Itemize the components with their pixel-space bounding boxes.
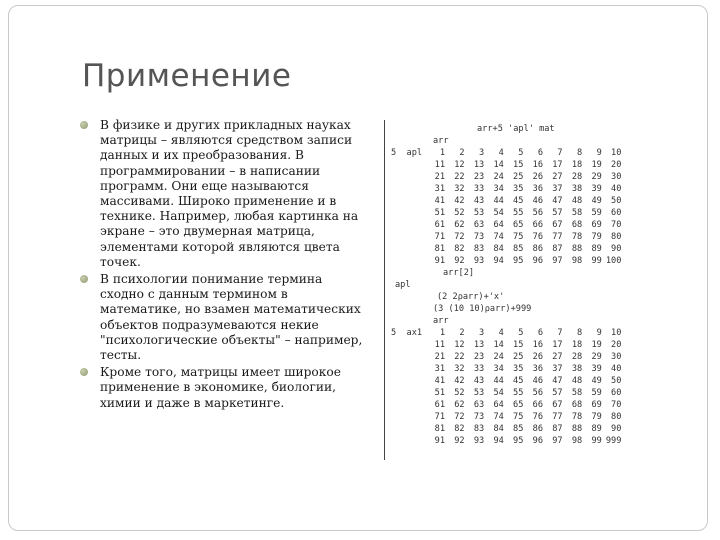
matrix1-cell: 54 (493, 208, 504, 218)
matrix2-cell: 80 (611, 412, 622, 422)
matrix2-cell: 94 (493, 436, 504, 446)
matrix1-cell: 61 (434, 220, 445, 230)
matrix1-cell: 97 (552, 256, 563, 266)
bullet-marker-icon (80, 121, 88, 129)
matrix2-cell: 81 (434, 424, 445, 434)
matrix1-cell: 69 (591, 220, 602, 230)
matrix1-cell: 22 (454, 172, 465, 182)
matrix2-cell: 29 (591, 352, 602, 362)
matrix1-cell: 65 (513, 220, 524, 230)
bullet-item (80, 365, 370, 411)
matrix2-cell: 54 (493, 388, 504, 398)
matrix1-cell: 66 (532, 220, 543, 230)
matrix1-cell: 79 (591, 232, 602, 242)
matrix2-cell: 96 (532, 436, 543, 446)
bullet-item (80, 118, 370, 270)
matrix1-header-cell: 7 (557, 148, 563, 158)
matrix2-header-cell: 4 (498, 328, 504, 338)
matrix2-cell: 84 (493, 424, 504, 434)
matrix2-cell: 46 (532, 376, 543, 386)
matrix1-cell: 32 (454, 184, 465, 194)
console-label: apl (395, 280, 411, 290)
matrix2-cell: 67 (552, 400, 563, 410)
matrix1-cell: 50 (611, 196, 622, 206)
matrix2-cell: 78 (571, 412, 583, 422)
matrix2-cell: 77 (552, 412, 563, 422)
matrix2-cell: 86 (532, 424, 543, 434)
matrix2-cell: 14 (493, 340, 504, 350)
matrix1-cell: 16 (532, 160, 543, 170)
matrix1-cell: 49 (591, 196, 602, 206)
matrix2-cell: 48 (571, 376, 583, 386)
matrix1-header-cell: 10 (611, 148, 622, 158)
matrix2-header-cell: 5 (518, 328, 524, 338)
matrix2-cell: 32 (454, 364, 465, 374)
matrix2-cell: 999 (605, 436, 622, 446)
matrix2-cell: 18 (571, 340, 583, 350)
matrix1-cell: 23 (473, 172, 485, 182)
matrix1-cell: 70 (611, 220, 622, 230)
matrix1-cell: 21 (434, 172, 445, 182)
matrix1-cell: 75 (513, 232, 524, 242)
matrix2-cell: 56 (532, 388, 543, 398)
matrix2-cell: 27 (552, 352, 563, 362)
matrix1-cell: 81 (434, 244, 445, 254)
bullet-item (80, 272, 370, 363)
console-command: (2 2⍴arr)+'x' (437, 292, 505, 302)
matrix1-header-cell: 8 (577, 148, 583, 158)
matrix2-cell: 99 (591, 436, 602, 446)
matrix2-header-cell: 9 (596, 328, 602, 338)
matrix1-cell: 14 (493, 160, 504, 170)
console-command: arr (433, 316, 449, 326)
slide-title: Применение (82, 58, 292, 94)
matrix2-header-cell: 7 (557, 328, 563, 338)
bullet-marker-icon (80, 275, 88, 283)
matrix2-cell: 92 (454, 436, 465, 446)
matrix2-cell: 50 (611, 376, 622, 386)
matrix2-cell: 85 (513, 424, 524, 434)
matrix1-cell: 72 (454, 232, 465, 242)
matrix1-cell: 77 (552, 232, 563, 242)
matrix2-cell: 23 (473, 352, 485, 362)
matrix2-cell: 25 (513, 352, 524, 362)
matrix1-cell: 98 (571, 256, 583, 266)
matrix1-cell: 95 (513, 256, 524, 266)
matrix1-cell: 24 (493, 172, 504, 182)
matrix1-cell: 45 (513, 196, 524, 206)
matrix1-header-cell: 5 (518, 148, 524, 158)
matrix2-cell: 71 (434, 412, 445, 422)
matrix2-cell: 42 (454, 376, 465, 386)
matrix2-cell: 65 (513, 400, 524, 410)
console-label: 5 apl (391, 148, 423, 158)
matrix2-cell: 13 (473, 340, 485, 350)
matrix1-cell: 86 (532, 244, 543, 254)
matrix1-cell: 44 (493, 196, 504, 206)
matrix1-cell: 20 (611, 160, 622, 170)
matrix2-cell: 55 (513, 388, 524, 398)
matrix1-cell: 51 (434, 208, 445, 218)
matrix1-cell: 84 (493, 244, 504, 254)
matrix2-cell: 61 (434, 400, 445, 410)
matrix2-cell: 87 (552, 424, 563, 434)
matrix2-cell: 95 (513, 436, 524, 446)
matrix1-cell: 29 (591, 172, 602, 182)
matrix1-cell: 60 (611, 208, 622, 218)
matrix1-cell: 89 (591, 244, 602, 254)
matrix1-cell: 40 (611, 184, 622, 194)
matrix1-cell: 73 (473, 232, 485, 242)
matrix2-cell: 97 (552, 436, 563, 446)
matrix2-cell: 98 (571, 436, 583, 446)
matrix2-header-cell: 6 (537, 328, 543, 338)
matrix1-cell: 63 (473, 220, 485, 230)
matrix2-cell: 17 (552, 340, 563, 350)
matrix2-cell: 45 (513, 376, 524, 386)
matrix1-header-cell: 9 (596, 148, 602, 158)
matrix2-cell: 38 (571, 364, 583, 374)
matrix1-cell: 88 (571, 244, 583, 254)
matrix2-cell: 82 (454, 424, 465, 434)
matrix2-cell: 26 (532, 352, 543, 362)
matrix2-cell: 41 (434, 376, 445, 386)
matrix1-cell: 68 (571, 220, 583, 230)
console-label: 5 ax1 (391, 328, 423, 338)
matrix1-cell: 82 (454, 244, 465, 254)
matrix2-cell: 76 (532, 412, 543, 422)
matrix2-cell: 51 (434, 388, 445, 398)
matrix1-cell: 27 (552, 172, 563, 182)
matrix1-cell: 28 (571, 172, 583, 182)
matrix1-cell: 94 (493, 256, 504, 266)
matrix2-cell: 59 (591, 388, 602, 398)
matrix2-cell: 75 (513, 412, 524, 422)
matrix2-cell: 72 (454, 412, 465, 422)
matrix1-cell: 31 (434, 184, 445, 194)
matrix2-cell: 44 (493, 376, 504, 386)
matrix2-cell: 16 (532, 340, 543, 350)
matrix1-cell: 38 (571, 184, 583, 194)
matrix1-cell: 92 (454, 256, 465, 266)
matrix2-cell: 11 (434, 340, 445, 350)
matrix2-cell: 49 (591, 376, 602, 386)
matrix1-cell: 93 (473, 256, 485, 266)
matrix2-cell: 91 (434, 436, 445, 446)
matrix2-cell: 30 (611, 352, 622, 362)
matrix2-cell: 40 (611, 364, 622, 374)
console-command: arr+5 'apl' mat (477, 124, 555, 134)
matrix1-header-cell: 1 (439, 148, 445, 158)
matrix1-cell: 46 (532, 196, 543, 206)
matrix1-cell: 100 (605, 256, 622, 266)
matrix2-header-cell: 2 (459, 328, 465, 338)
matrix1-cell: 58 (571, 208, 583, 218)
matrix2-cell: 73 (473, 412, 485, 422)
matrix2-cell: 22 (454, 352, 465, 362)
matrix2-cell: 60 (611, 388, 622, 398)
matrix1-cell: 15 (513, 160, 524, 170)
matrix1-cell: 96 (532, 256, 543, 266)
console-command: arr[2] (443, 268, 475, 278)
matrix2-cell: 33 (473, 364, 485, 374)
matrix1-cell: 99 (591, 256, 602, 266)
matrix1-cell: 80 (611, 232, 622, 242)
matrix1-cell: 18 (571, 160, 583, 170)
matrix2-cell: 93 (473, 436, 485, 446)
matrix2-cell: 24 (493, 352, 504, 362)
matrix2-header-cell: 1 (439, 328, 445, 338)
console-command: arr (433, 136, 449, 146)
matrix2-cell: 66 (532, 400, 543, 410)
matrix1-cell: 26 (532, 172, 543, 182)
matrix2-cell: 90 (611, 424, 622, 434)
matrix1-cell: 17 (552, 160, 563, 170)
matrix1-cell: 47 (552, 196, 563, 206)
matrix2-cell: 79 (591, 412, 602, 422)
bullet-marker-icon (80, 368, 88, 376)
code-console-screenshot (384, 120, 635, 460)
matrix2-cell: 20 (611, 340, 622, 350)
matrix1-cell: 19 (591, 160, 602, 170)
matrix1-cell: 85 (513, 244, 524, 254)
matrix1-cell: 74 (493, 232, 504, 242)
matrix1-header-cell: 3 (479, 148, 485, 158)
matrix2-cell: 47 (552, 376, 563, 386)
matrix1-cell: 59 (591, 208, 602, 218)
bullet-text: Кроме того, матрицы имеет широкое применение в экономике, биологии, химии и даже в маркетинге. (100, 365, 341, 410)
matrix1-cell: 53 (473, 208, 485, 218)
matrix2-cell: 57 (552, 388, 563, 398)
matrix1-cell: 35 (513, 184, 524, 194)
matrix1-cell: 52 (454, 208, 465, 218)
matrix2-cell: 89 (591, 424, 602, 434)
matrix2-cell: 12 (454, 340, 465, 350)
matrix2-cell: 36 (532, 364, 543, 374)
matrix2-cell: 68 (571, 400, 583, 410)
matrix2-cell: 28 (571, 352, 583, 362)
matrix1-cell: 34 (493, 184, 504, 194)
matrix1-cell: 39 (591, 184, 602, 194)
matrix1-cell: 11 (434, 160, 445, 170)
matrix2-cell: 53 (473, 388, 485, 398)
matrix2-cell: 62 (454, 400, 465, 410)
matrix2-cell: 35 (513, 364, 524, 374)
matrix1-cell: 37 (552, 184, 563, 194)
matrix1-cell: 43 (473, 196, 485, 206)
matrix1-cell: 87 (552, 244, 563, 254)
matrix2-cell: 37 (552, 364, 563, 374)
matrix1-cell: 90 (611, 244, 622, 254)
matrix1-cell: 48 (571, 196, 583, 206)
matrix2-cell: 70 (611, 400, 622, 410)
matrix1-cell: 13 (473, 160, 485, 170)
matrix1-cell: 76 (532, 232, 543, 242)
matrix2-cell: 39 (591, 364, 602, 374)
matrix2-cell: 58 (571, 388, 583, 398)
matrix1-cell: 56 (532, 208, 543, 218)
matrix2-cell: 52 (454, 388, 465, 398)
matrix1-cell: 41 (434, 196, 445, 206)
matrix1-cell: 25 (513, 172, 524, 182)
bullet-text: В психологии понимание термина сходно с данным термином в математике, но взамен математических объектов подразумеваются некие "психологические объекты" – например, тесты. (100, 272, 363, 363)
bullet-text: В физике и других прикладных науках матрицы – являются средством записи данных и их преобразования. В программировании – в написании программ. Они еще называются массивами. Широко применение и в технике. Например, любая картинка на экране – это двумерная матрица, элементами которой являются цвета точек. (100, 118, 359, 269)
matrix2-cell: 88 (571, 424, 583, 434)
matrix1-cell: 62 (454, 220, 465, 230)
matrix2-cell: 15 (513, 340, 524, 350)
matrix1-cell: 64 (493, 220, 504, 230)
matrix1-header-cell: 4 (498, 148, 504, 158)
matrix2-header-cell: 10 (611, 328, 622, 338)
matrix2-cell: 74 (493, 412, 504, 422)
matrix1-header-cell: 6 (537, 148, 543, 158)
matrix2-header-cell: 3 (479, 328, 485, 338)
matrix1-cell: 42 (454, 196, 465, 206)
matrix2-cell: 19 (591, 340, 602, 350)
matrix1-cell: 78 (571, 232, 583, 242)
matrix1-cell: 91 (434, 256, 445, 266)
matrix2-cell: 34 (493, 364, 504, 374)
matrix1-cell: 33 (473, 184, 485, 194)
matrix2-cell: 83 (473, 424, 485, 434)
matrix1-header-cell: 2 (459, 148, 465, 158)
matrix1-cell: 67 (552, 220, 563, 230)
matrix1-cell: 36 (532, 184, 543, 194)
matrix1-cell: 12 (454, 160, 465, 170)
matrix2-cell: 43 (473, 376, 485, 386)
matrix1-cell: 30 (611, 172, 622, 182)
matrix2-cell: 21 (434, 352, 445, 362)
matrix1-cell: 83 (473, 244, 485, 254)
bullet-list (80, 118, 370, 413)
console-command: (3 (10 10)⍴arr)+999 (433, 304, 532, 314)
matrix2-cell: 63 (473, 400, 485, 410)
matrix2-cell: 69 (591, 400, 602, 410)
matrix2-cell: 31 (434, 364, 445, 374)
matrix1-cell: 71 (434, 232, 445, 242)
matrix2-cell: 64 (493, 400, 504, 410)
matrix2-header-cell: 8 (577, 328, 583, 338)
matrix1-cell: 55 (513, 208, 524, 218)
matrix1-cell: 57 (552, 208, 563, 218)
